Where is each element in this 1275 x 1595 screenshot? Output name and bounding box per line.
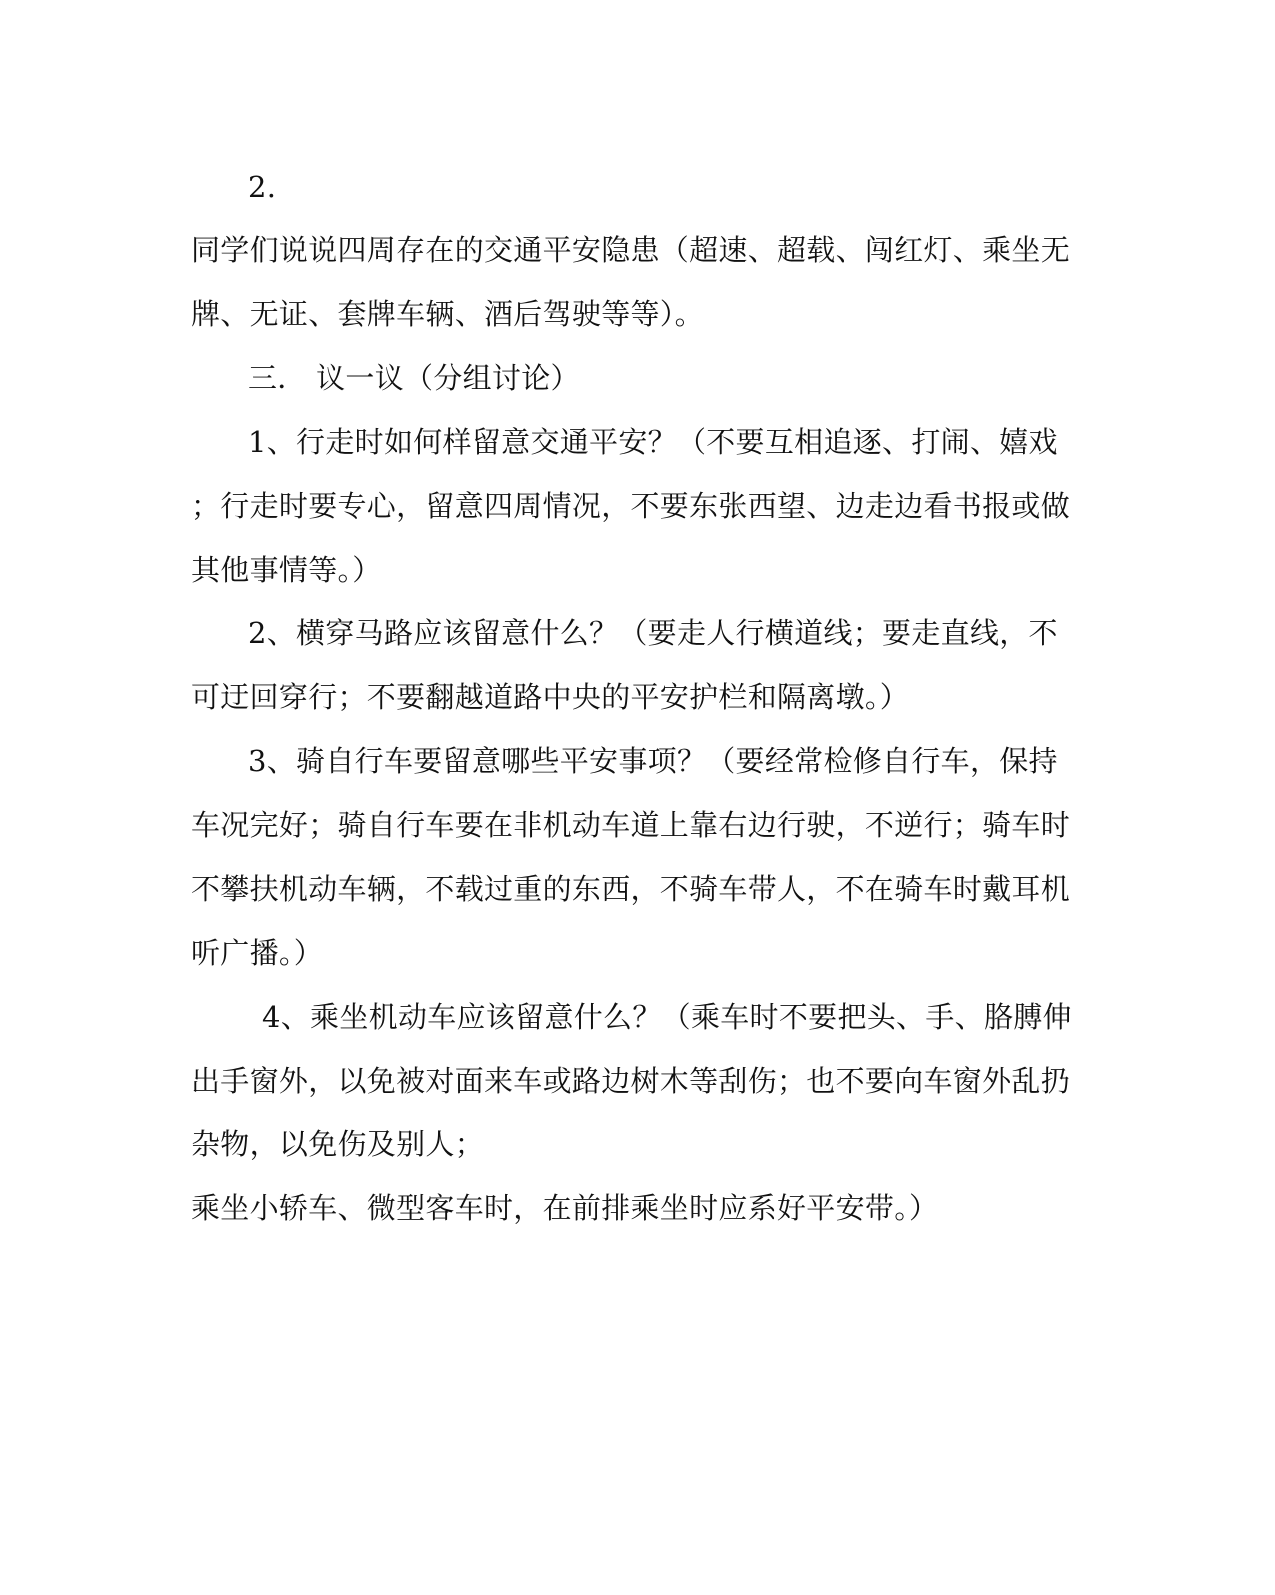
paragraph-line: 其他事情等。） — [191, 553, 382, 587]
section-heading: 三． 议一议（分组讨论） — [248, 361, 580, 395]
paragraph-line: 牌、无证、套牌车辆、酒后驾驶等等）。 — [191, 297, 704, 331]
paragraph-line: 不攀扶机动车辆，不载过重的东西，不骑车带人，不在骑车时戴耳机 — [191, 872, 1071, 906]
paragraph-line: 听广播。） — [191, 936, 324, 970]
paragraph-line: 乘坐小轿车、微型客车时，在前排乘坐时应系好平安带。） — [191, 1191, 939, 1225]
paragraph-line: 杂物，以免伤及别人； — [191, 1127, 485, 1161]
item-number: 2. — [248, 170, 277, 204]
paragraph-line: ；行走时要专心，留意四周情况，不要东张西望、边走边看书报或做 — [191, 489, 1071, 523]
paragraph-line: 1、行走时如何样留意交通平安？（不要互相追逐、打闹、嬉戏 — [248, 425, 1058, 459]
paragraph-line: 同学们说说四周存在的交通平安隐患（超速、超载、闯红灯、乘坐无 — [191, 233, 1071, 267]
paragraph-line: 出手窗外，以免被对面来车或路边树木等刮伤；也不要向车窗外乱扔 — [191, 1064, 1071, 1098]
paragraph-line: 4、乘坐机动车应该留意什么？（乘车时不要把头、手、胳膊伸 — [262, 1000, 1072, 1034]
paragraph-line: 3、骑自行车要留意哪些平安事项？（要经常检修自行车，保持 — [248, 744, 1058, 778]
paragraph-line: 2、横穿马路应该留意什么？（要走人行横道线；要走直线，不 — [248, 616, 1058, 650]
paragraph-line: 车况完好；骑自行车要在非机动车道上靠右边行驶，不逆行；骑车时 — [191, 808, 1071, 842]
paragraph-line: 可迂回穿行；不要翻越道路中央的平安护栏和隔离墩。） — [191, 680, 910, 714]
